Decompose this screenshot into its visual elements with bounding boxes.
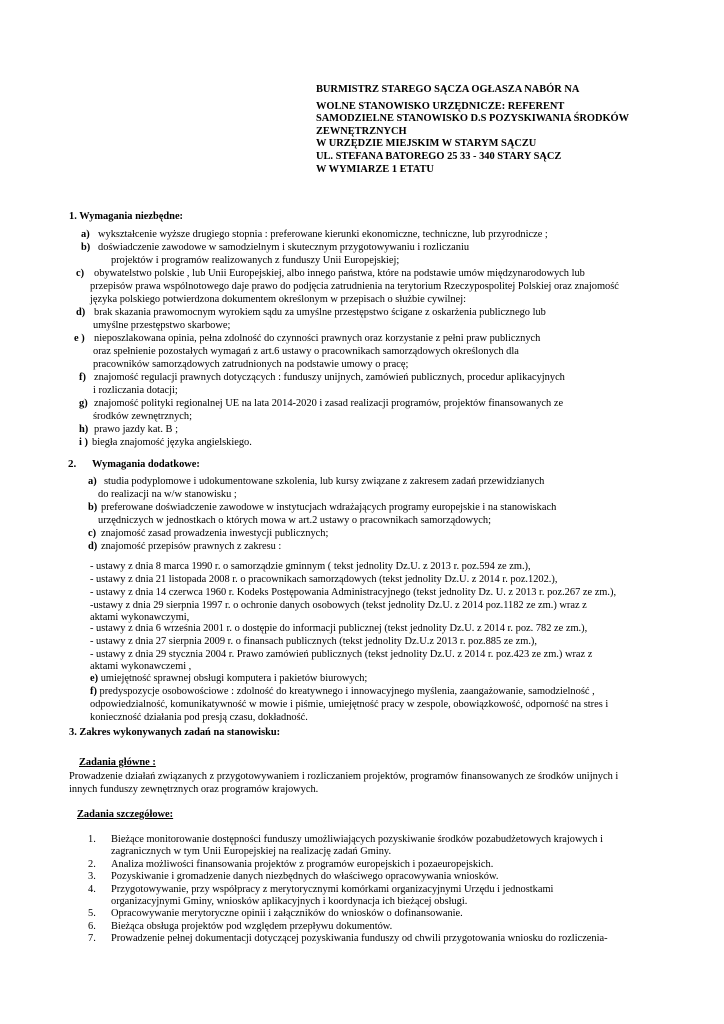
item-label: e) [90, 673, 99, 684]
task-number: 5. [88, 908, 96, 920]
item-text: znajomość regulacji prawnych dotyczących : funduszy unijnych, zamówień publicznych, procedur aplikacyjnych [94, 372, 565, 383]
task-text: Analiza możliwości finansowania projektów z programów europejskich i pozaeuropejskich. [111, 858, 494, 870]
item-label: g) [79, 398, 88, 409]
task-number: 2. [88, 858, 96, 870]
item-text: studia podyplomowe i udokumentowane szkolenia, lub kursy związane z zakresem zadań przewidzianych [104, 476, 545, 487]
requirement-e [90, 673, 367, 685]
header-line: W URZĘDZIE MIEJSKIM W STARYM SĄCZU [316, 138, 537, 150]
task-text: Pozyskiwanie i gromadzenie danych niezbędnych do właściwego opracowywania wniosków. [111, 871, 499, 883]
task-text: Bieżące monitorowanie dostępności funduszy umożliwiających pozyskiwanie środków pozabudżetowych krajowych i [111, 834, 603, 845]
task-text: Prowadzenie pełnej dokumentacji dotyczącej pozyskiwania funduszy od chwili przygotowania wniosku do rozliczenia- [111, 933, 608, 945]
task-text: Bieżąca obsługa projektów pod względem przepływu dokumentów. [111, 920, 393, 932]
item-label: h) [79, 424, 89, 435]
law-line: aktami wykonawczymi, [90, 612, 190, 623]
task-text: organizacyjnymi Gminy, wniosków aplikacyjnych i koordynacja ich bieżącej obsługi. [111, 896, 468, 908]
task-number: 7. [88, 933, 96, 945]
detail-tasks-heading: Zadania szczegółowe: [77, 809, 174, 820]
item-text: doświadczenie zawodowe w samodzielnym i skutecznym przygotowywaniu i rozliczaniu [98, 242, 470, 253]
item-label: d) [76, 307, 86, 318]
law-line: - ustawy z dnia 21 listopada 2008 r. o pracownikach samorządowych (tekst jednolity Dz.U. z 2014 r. poz.1202.), [90, 574, 558, 585]
detail-tasks-list [88, 834, 668, 946]
item-text: pracowników samorządowych zatrudnionych na podstawie umowy o pracę; [93, 359, 409, 370]
list-item [88, 834, 668, 859]
item-text: nieposzlakowana opinia, pełna zdolność do czynności prawnych oraz korzystanie z pełni praw publicznych [94, 333, 541, 344]
main-tasks-heading: Zadania główne : [79, 757, 156, 768]
header-line: WOLNE STANOWISKO URZĘDNICZE: REFERENT [316, 100, 565, 112]
header-line: BURMISTRZ STAREGO SĄCZA OGŁASZA NABÓR NA [316, 84, 580, 95]
list-item [88, 921, 668, 933]
item-label: c) [88, 528, 97, 539]
item-text: znajomość polityki regionalnej UE na lata 2014-2020 i zasad realizacji programów, projektów finansowanych ze [94, 398, 564, 409]
law-line: aktami wykonawczemi , [90, 661, 192, 672]
header-line: UL. STEFANA BATOREGO 25 33 - 340 STARY SĄCZ [316, 150, 562, 162]
law-line: - ustawy z dnia 29 stycznia 2004 r. Prawo zamówień publicznych (tekst jednolity Dz.U. z 2014 r. poz.423 ze zm.) wraz z [90, 649, 593, 660]
law-line: - ustawy z dnia 14 czerwca 1960 r. Kodeks Postępowania Administracyjnego (tekst jednolity Dz. U. z 2013 r. poz.267 ze zm.), [90, 587, 617, 598]
item-text: brak skazania prawomocnym wyrokiem sądu za umyślne przestępstwo ścigane z oskarżenia publicznego lub [94, 307, 546, 318]
item-label: b) [88, 502, 98, 513]
header-line: W WYMIARZE 1 ETATU [316, 163, 434, 175]
header-line: SAMODZIELNE STANOWISKO D.S POZYSKIWANIA ŚRODKÓW [316, 113, 630, 125]
law-line: - ustawy z dnia 6 września 2001 r. o dostępie do informacji publicznej (tekst jednolity Dz.U. z 2014 r. poz. 782 ze zm.), [90, 623, 588, 634]
announcement-header [316, 84, 696, 176]
law-line: - ustawy z dnia 8 marca 1990 r. o samorządzie gminnym ( tekst jednolity Dz.U. z 2013 r. poz.594 ze zm.), [90, 561, 531, 572]
task-number: 6. [88, 920, 96, 932]
item-label: a) [81, 229, 90, 240]
task-text: zagranicznych w tym Unii Europejskiej na realizację zadań Gminy. [111, 846, 392, 858]
item-text: wykształcenie wyższe drugiego stopnia : preferowane kierunki ekonomiczne, techniczne, lub przyrodnicze ; [98, 229, 548, 240]
item-label: i ) [79, 437, 88, 448]
task-number: 1. [88, 834, 96, 845]
item-text: urzędniczych w jednostkach o których mowa w art.2 ustawy o pracownikach samorządowych; [98, 515, 491, 526]
item-label: e ) [74, 333, 85, 344]
list-item [88, 908, 668, 920]
item-text: języka polskiego potwierdzona dokumentem określonym w przepisach o służbie cywilnej: [90, 294, 466, 305]
item-text: predyspozycje osobowościowe : zdolność do kreatywnego i innowacyjnego myślenia, zaangażowanie, samodzielność , [99, 686, 595, 697]
item-label: a) [88, 476, 97, 487]
task-text: Opracowywanie merytoryczne opinii i załączników do wniosków o dofinansowanie. [111, 908, 463, 920]
item-text: przepisów prawa wspólnotowego daje prawo do podjęcia zatrudnienia na terytorium Rzeczypospolitej Polskiej oraz znajomość [90, 281, 619, 292]
main-tasks-line: innych funduszy zewnętrznych oraz programów krajowych. [69, 784, 319, 795]
item-text: biegła znajomość języka angielskiego. [92, 437, 252, 448]
law-line: - ustawy z dnia 27 sierpnia 2009 r. o finansach publicznych (tekst jednolity Dz.U.z 2013 r. poz.885 ze zm.), [90, 636, 537, 647]
section-2-title: Wymagania dodatkowe: [92, 459, 200, 470]
item-text: projektów i programów realizowanych z funduszy Unii Europejskiej; [111, 255, 400, 266]
item-text: obywatelstwo polskie , lub Unii Europejskiej, albo innego państwa, które na podstawie umów międzynarodowych lub [94, 268, 585, 279]
item-text: preferowane doświadczenie zawodowe w instytucjach wdrażających programy europejskie i na stanowiskach [101, 502, 557, 513]
item-label: f) [90, 686, 97, 697]
list-item [88, 871, 668, 883]
section-2-number: 2. [68, 458, 77, 470]
item-text: i rozliczania dotacji; [93, 385, 178, 396]
item-text: prawo jazdy kat. B ; [94, 424, 178, 435]
requirement-f-line-2: odpowiedzialność, komunikatywność w mowie i piśmie, umiejętność pracy w zespole, obowiązkowość, odporność na stres i [90, 699, 609, 710]
item-text: środków zewnętrznych; [93, 411, 192, 422]
item-text: umyślne przestępstwo skarbowe; [93, 320, 231, 331]
header-line: ZEWNĘTRZNYCH [316, 125, 407, 137]
requirement-f-line-3: konieczność działania pod presją czasu, dokładność. [90, 712, 308, 723]
list-item [88, 859, 668, 871]
list-item [88, 884, 668, 909]
item-label: f) [79, 372, 86, 383]
task-number: 4. [88, 883, 96, 895]
section-1-title: 1. Wymagania niezbędne: [69, 211, 184, 222]
task-number: 3. [88, 871, 96, 883]
item-label: b) [81, 242, 91, 253]
task-text: Przygotowywanie, przy współpracy z merytorycznymi komórkami organizacyjnymi Urzędu i jednostkami [111, 883, 554, 895]
requirement-f-line-1 [90, 686, 595, 698]
item-label: c) [76, 268, 85, 279]
item-text: znajomość przepisów prawnych z zakresu : [101, 541, 282, 552]
item-label: d) [88, 541, 98, 552]
item-text: oraz spełnienie pozostałych wymagań z art.6 ustawy o pracownikach samorządowych określonych dla [93, 346, 519, 357]
item-text: umiejętność sprawnej obsługi komputera i pakietów biurowych; [100, 673, 368, 684]
law-line: -ustawy z dnia 29 sierpnia 1997 r. o ochronie danych osobowych (tekst jednolity Dz.U. z 2014 poz.1182 ze zm.) wraz z [90, 600, 587, 611]
item-text: do realizacji na w/w stanowisku ; [98, 489, 237, 500]
list-item [88, 933, 668, 945]
main-tasks-line: Prowadzenie działań związanych z przygotowywaniem i rozliczaniem projektów, programów finansowanych ze środków unijnych i [69, 771, 619, 782]
section-3-title: 3. Zakres wykonywanych zadań na stanowisku: [69, 727, 281, 738]
item-text: znajomość zasad prowadzenia inwestycji publicznych; [101, 528, 329, 539]
